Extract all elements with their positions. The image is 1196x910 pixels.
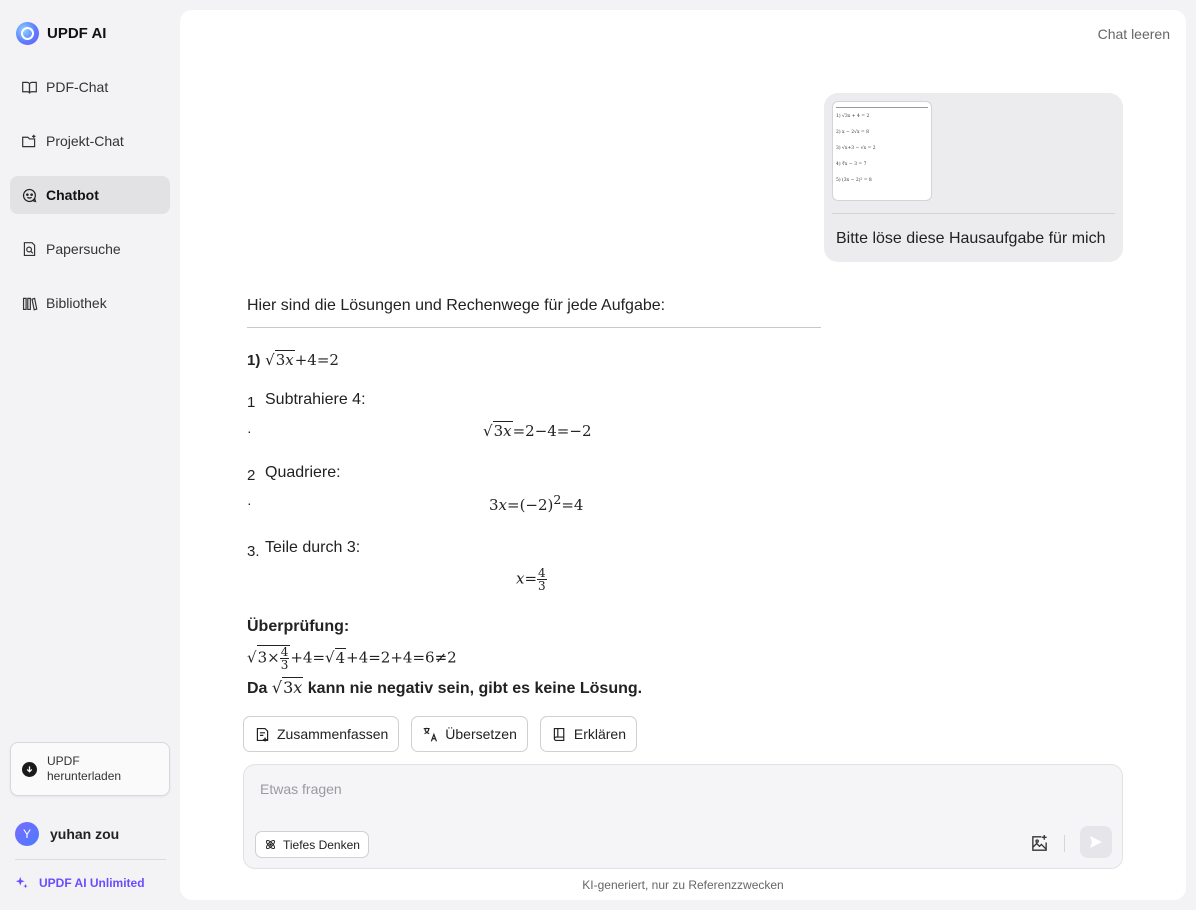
upgrade-plan-link[interactable] [15, 876, 145, 890]
thumbnail-text-line [836, 107, 928, 108]
user-message-bubble [824, 93, 1123, 262]
problem-heading [247, 350, 339, 369]
explain-label: Erklären [573, 726, 627, 742]
answer-divider [247, 327, 821, 328]
updf-logo-icon [16, 22, 39, 45]
step-number: 1 [247, 394, 256, 411]
composer-divider [1064, 835, 1065, 852]
chatbot-icon [20, 186, 38, 204]
step-title: Subtrahiere 4: [265, 391, 366, 408]
sidebar-item-papersuche[interactable] [10, 230, 170, 268]
summarize-icon [254, 726, 271, 743]
sidebar-item-bibliothek[interactable] [10, 284, 170, 322]
conclusion-end: kann nie negativ sein, gibt es keine Lösung. [307, 680, 643, 697]
folder-plus-icon [20, 132, 38, 150]
step-equation: √3x=2−4=−2 [483, 422, 592, 440]
sidebar-item-label: Chatbot [46, 187, 99, 203]
verification-heading: Überprüfung: [247, 618, 350, 635]
clear-chat-button[interactable]: Chat leeren [1097, 26, 1170, 42]
problem-equation: √3x+4=2 [265, 351, 339, 369]
step-bullet: · [247, 495, 252, 511]
sidebar-item-pdf-chat[interactable] [10, 68, 170, 106]
deep-think-toggle[interactable] [255, 831, 369, 858]
message-divider [832, 213, 1115, 214]
summarize-label: Zusammenfassen [277, 726, 389, 742]
translate-label: Übersetzen [445, 726, 517, 742]
chat-composer [243, 764, 1123, 869]
problem-number: 1) [247, 352, 261, 369]
attach-image-button[interactable] [1028, 832, 1050, 854]
translate-button[interactable] [411, 716, 528, 752]
step-bullet: · [247, 423, 252, 439]
thumbnail-row: 3) √x+3 − √x = 2 [836, 146, 876, 151]
conclusion [247, 677, 642, 698]
translate-icon [422, 726, 439, 743]
app-logo[interactable] [16, 22, 106, 45]
sidebar-item-label: Projekt-Chat [46, 133, 124, 149]
sparkle-icon [15, 876, 29, 890]
step-title: Quadriere: [265, 464, 341, 481]
deep-think-label: Tiefes Denken [283, 837, 360, 852]
summarize-button[interactable] [243, 716, 399, 752]
assistant-answer [247, 297, 827, 697]
chat-input[interactable] [260, 781, 960, 797]
send-icon [1088, 834, 1104, 850]
quick-actions [243, 716, 637, 752]
homework-image-thumbnail[interactable] [832, 101, 932, 201]
sidebar-item-chatbot[interactable] [10, 176, 170, 214]
conclusion-start: Da [247, 680, 268, 697]
book-icon [551, 726, 568, 743]
sidebar-item-projekt-chat[interactable] [10, 122, 170, 160]
thumbnail-row: 1) √3x + 4 = 2 [836, 114, 870, 119]
download-label: UPDF herunterladen [47, 754, 122, 783]
ai-disclaimer: KI-generiert, nur zu Referenzzwecken [582, 878, 784, 892]
step-number: 3. [247, 543, 260, 560]
sidebar [0, 0, 180, 910]
app-name: UPDF AI [47, 25, 107, 42]
thumbnail-row: 2) x − 2√x = 8 [836, 130, 869, 135]
step-number: 2 [247, 467, 256, 484]
conclusion-expression: √3x [271, 678, 303, 697]
explain-button[interactable] [540, 716, 637, 752]
user-profile[interactable] [15, 822, 119, 846]
plan-label: UPDF AI Unlimited [39, 876, 145, 890]
sidebar-item-label: PDF-Chat [46, 79, 109, 95]
sidebar-item-label: Bibliothek [46, 295, 107, 311]
sidebar-divider [15, 859, 166, 860]
user-message-text: Bitte löse diese Hausaufgabe für mich [836, 230, 1106, 247]
thumbnail-row: 5) (3x − 2)² = 8 [836, 178, 872, 183]
sidebar-item-label: Papersuche [46, 241, 121, 257]
atom-icon [264, 838, 277, 851]
answer-intro: Hier sind die Lösungen und Rechenwege für jede Aufgabe: [247, 297, 666, 314]
step-title: Teile durch 3: [265, 539, 361, 556]
library-icon [20, 294, 38, 312]
download-updf-button[interactable] [10, 742, 170, 796]
send-button[interactable] [1080, 826, 1112, 858]
thumbnail-row: 4) ∜x − 3 = 7 [836, 162, 867, 167]
download-icon [22, 762, 37, 777]
book-open-icon [20, 78, 38, 96]
user-name: yuhan zou [50, 826, 120, 842]
avatar: Y [15, 822, 39, 846]
paper-search-icon [20, 240, 38, 258]
step-equation: $3x=(-2)^2=4$ [489, 492, 584, 514]
step-equation: x= $\frac{4}{3}$ [516, 566, 546, 593]
verification-equation: √3× $\frac{4}{3}$ +4=√4+4=2+4=6≠2 [247, 645, 457, 672]
image-plus-icon [1030, 834, 1049, 853]
sidebar-nav [10, 68, 170, 338]
chat-panel [180, 10, 1186, 900]
